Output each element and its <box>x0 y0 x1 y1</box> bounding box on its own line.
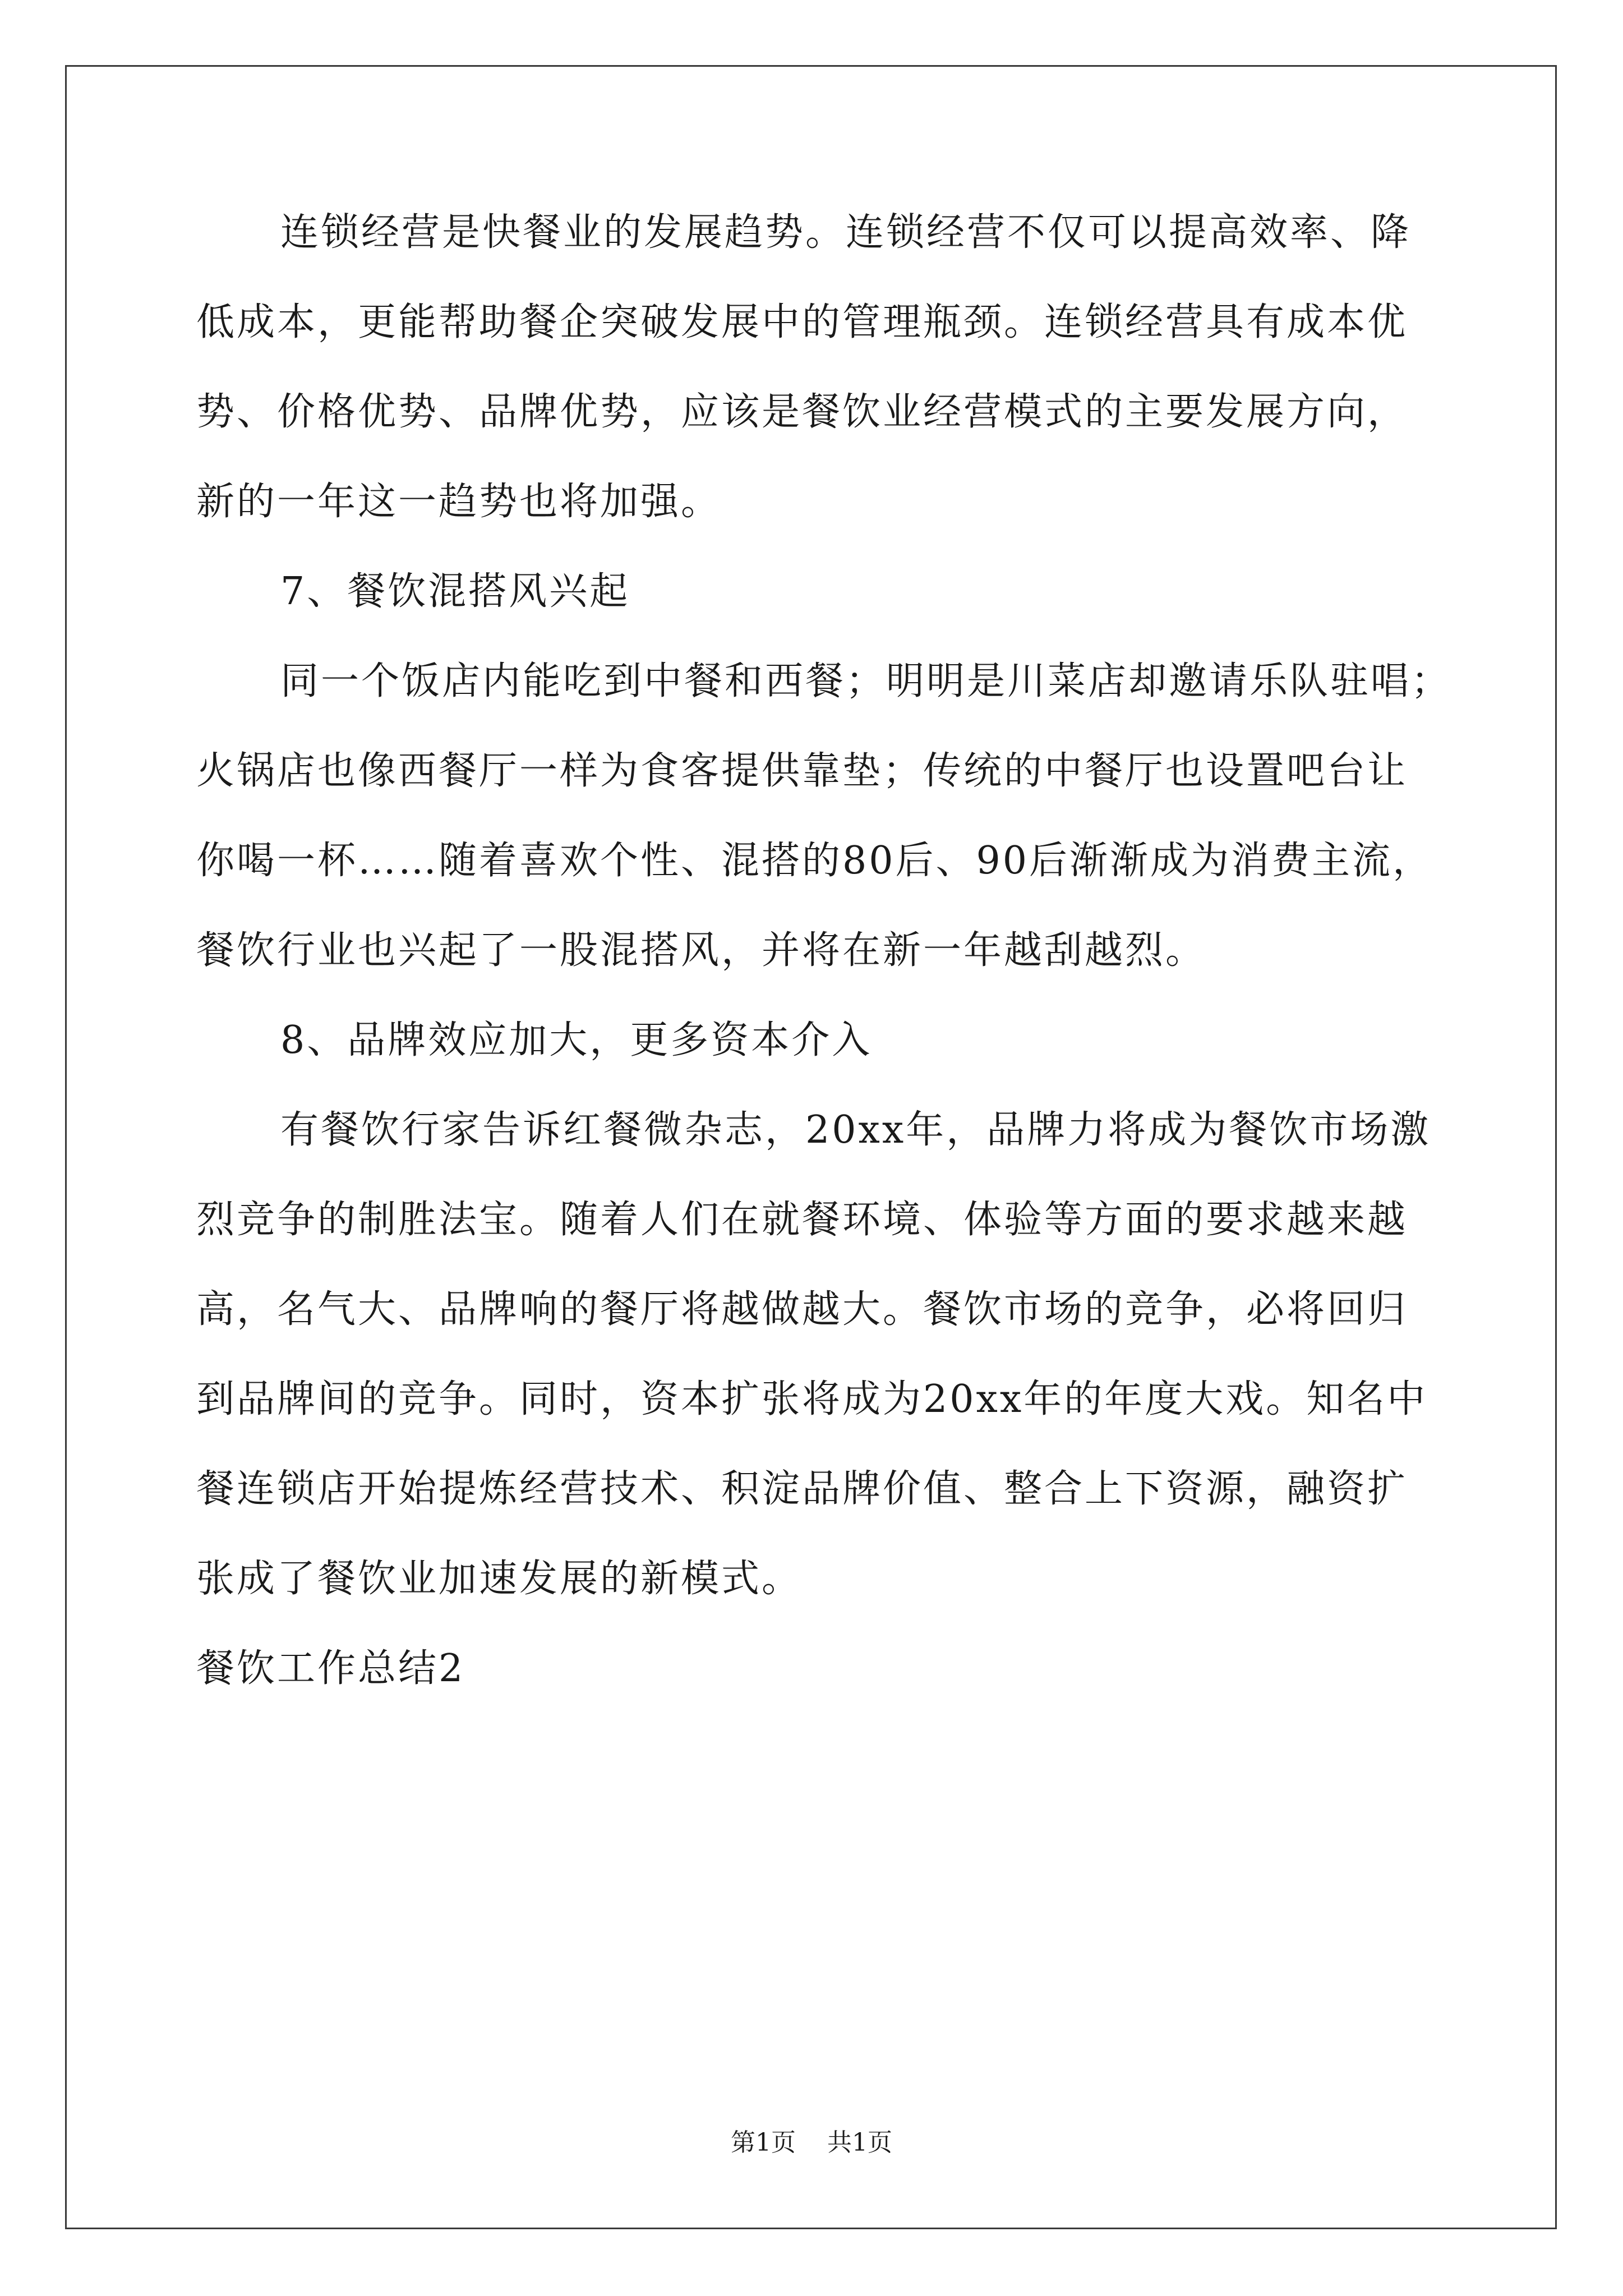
paragraph-line: 连锁经营是快餐业的发展趋势。连锁经营不仅可以提高效率、降 <box>280 210 1412 255</box>
paragraph-line: 火锅店也像西餐厅一样为食客提供靠垫；传统的中餐厅也设置吧台让 <box>196 749 1408 793</box>
page-footer <box>0 2127 1623 2159</box>
paragraph-line: 有餐饮行家告诉红餐微杂志，20xx年，品牌力将成为餐饮市场激 <box>280 1108 1431 1152</box>
paragraph-line: 到品牌间的竞争。同时，资本扩张将成为20xx年的年度大戏。知名中 <box>196 1377 1428 1421</box>
document-title: 餐饮工作总结2 <box>196 1646 465 1691</box>
paragraph-line: 烈竞争的制胜法宝。随着人们在就餐环境、体验等方面的要求越来越 <box>196 1198 1408 1242</box>
paragraph-line: 餐饮行业也兴起了一股混搭风，并将在新一年越刮越烈。 <box>196 928 1206 973</box>
document-body <box>196 210 1452 1736</box>
paragraph-line: 新的一年这一趋势也将加强。 <box>196 480 722 524</box>
page-total: 共1页 <box>827 2128 892 2157</box>
section-heading: 7、餐饮混搭风兴起 <box>280 569 630 614</box>
paragraph-line: 餐连锁店开始提炼经营技术、积淀品牌价值、整合上下资源，融资扩 <box>196 1467 1408 1511</box>
paragraph-line: 同一个饭店内能吃到中餐和西餐；明明是川菜店却邀请乐队驻唱； <box>280 659 1452 703</box>
paragraph-line: 你喝一杯……随着喜欢个性、混搭的80后、90后渐渐成为消费主流， <box>196 839 1433 883</box>
page-number: 第1页 <box>731 2128 796 2157</box>
paragraph-line: 势、价格优势、品牌优势，应该是餐饮业经营模式的主要发展方向， <box>196 390 1408 434</box>
paragraph-line: 张成了餐饮业加速发展的新模式。 <box>196 1557 803 1601</box>
section-heading: 8、品牌效应加大，更多资本介入 <box>280 1018 873 1062</box>
paragraph-line: 低成本，更能帮助餐企突破发展中的管理瓶颈。连锁经营具有成本优 <box>196 300 1408 344</box>
paragraph-line: 高，名气大、品牌响的餐厅将越做越大。餐饮市场的竞争，必将回归 <box>196 1287 1408 1332</box>
